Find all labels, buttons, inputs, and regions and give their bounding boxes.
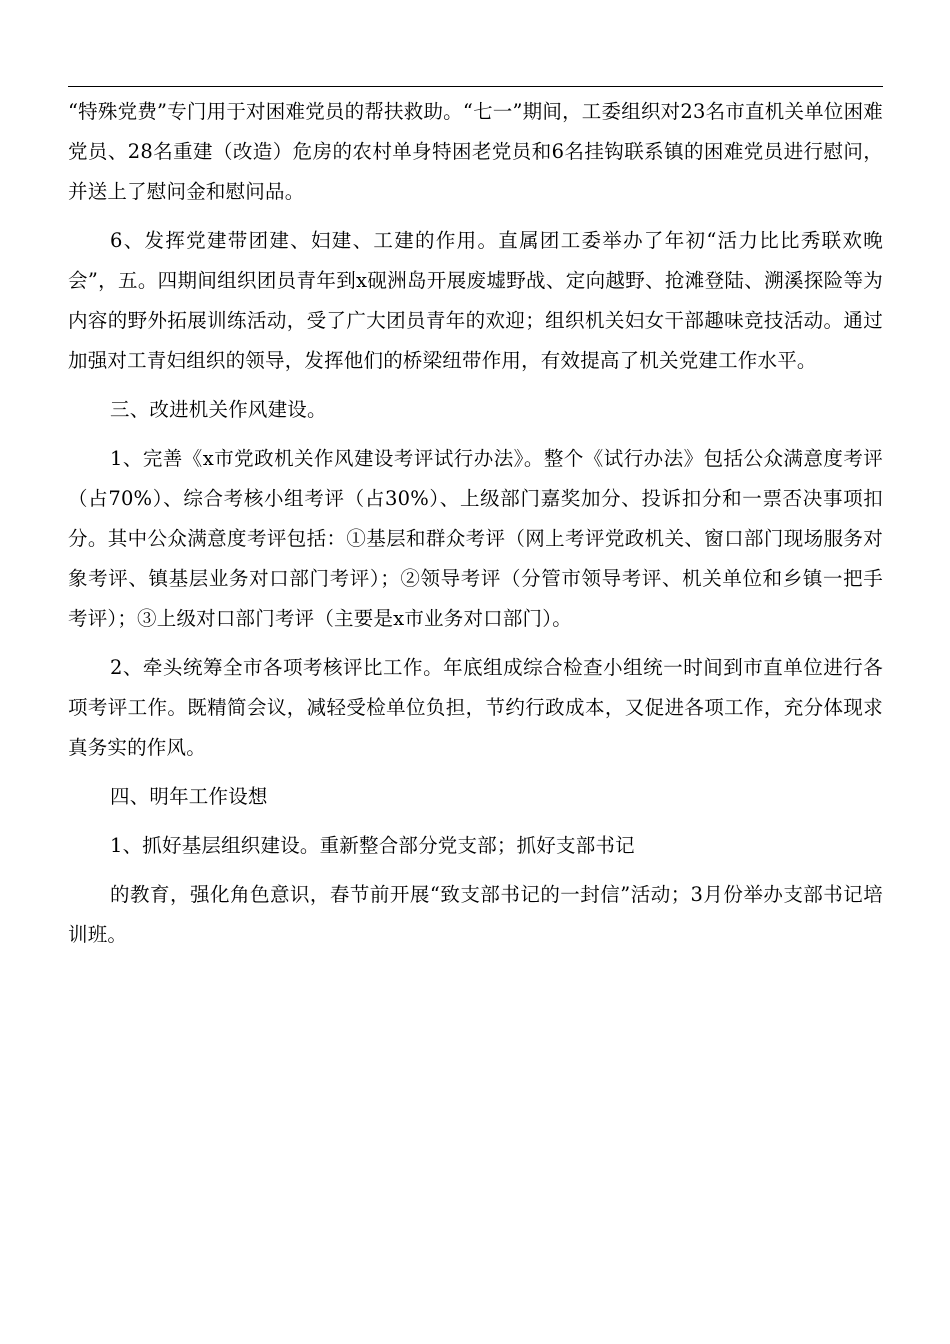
paragraph-special-dues: “特殊党费”专门用于对困难党员的帮扶救助。“七一”期间，工委组织对23名市直机关单位困难党员、28名重建（改造）危房的农村单身特困老党员和6名挂钩联系镇的困难党员进行慰问，并送上了慰问金和慰问品。	[68, 100, 883, 203]
header-rule	[68, 86, 883, 87]
paragraph-evaluation-measures: 1、完善《x市党政机关作风建设考评试行办法》。整个《试行办法》包括公众满意度考评（占70%）、综合考核小组考评（占30%）、上级部门嘉奖加分、投诉扣分和一票否决事项扣分。其中公众满意度考评包括：①基层和群众考评（网上考评党政机关、窗口部门现场服务对象考评、镇基层业务对口部门考评）；②领导考评（分管市领导考评、机关单位和乡镇一把手考评）；③上级对口部门考评（主要是x市业务对口部门）。	[68, 447, 883, 630]
paragraph-secretary-training: 的教育，强化角色意识，春节前开展“致支部书记的一封信”活动；3月份举办支部书记培训班。	[68, 883, 883, 946]
paragraph-grassroots-building: 1、抓好基层组织建设。重新整合部分党支部；抓好支部书记	[110, 834, 635, 857]
paragraph-coordinate-assessment: 2、牵头统筹全市各项考核评比工作。年底组成综合检查小组统一时间到市直单位进行各项考评工作。既精简会议，减轻受检单位负担，节约行政成本，又促进各项工作，充分体现求真务实的作风。	[68, 656, 883, 759]
paragraph-youth-women-union: 6、发挥党建带团建、妇建、工建的作用。直属团工委举办了年初“活力比比秀联欢晚会”，五。四期间组织团员青年到x砚洲岛开展废墟野战、定向越野、抢滩登陆、溯溪探险等为内容的野外拓展训练活动，受了广大团员青年的欢迎；组织机关妇女干部趣味竞技活动。通过加强对工青妇组织的领导，发挥他们的桥梁纽带作用，有效提高了机关党建工作水平。	[68, 229, 883, 372]
section-heading-work-style: 三、改进机关作风建设。	[110, 398, 327, 421]
section-heading-next-year: 四、明年工作设想	[110, 785, 268, 808]
document-body	[68, 92, 883, 955]
